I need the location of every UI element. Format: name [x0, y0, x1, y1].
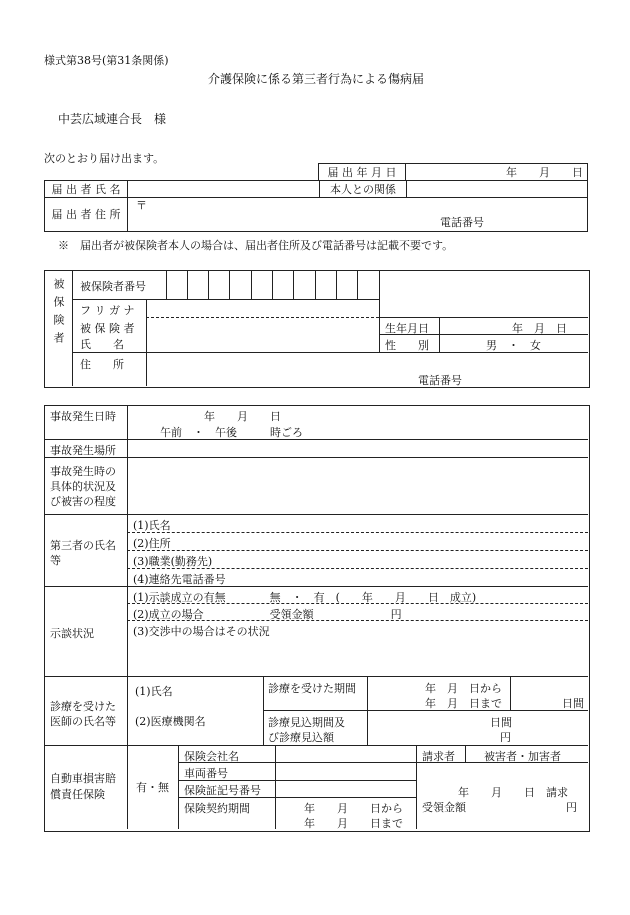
insured-address-label: 住 所	[80, 358, 124, 371]
form-title: 介護保険に係る第三者行為による傷病届	[208, 72, 425, 86]
tp-address[interactable]: (2)住所	[133, 537, 171, 550]
period-days[interactable]: 日間	[562, 697, 584, 710]
intro-text: 次のとおり届け出ます。	[44, 152, 165, 165]
insured-phone-label: 電話番号	[418, 374, 462, 387]
received-label: 受領金額	[422, 801, 466, 814]
plate-field[interactable]	[279, 763, 413, 779]
third-party-label-2: 等	[50, 554, 61, 567]
settle-amount[interactable]: (2)成立の場合 受領金額 円	[133, 608, 402, 621]
situation-label-3: び被害の程度	[50, 495, 116, 508]
insured-side-label: 被保険者	[52, 278, 65, 350]
postal-mark: 〒	[136, 199, 147, 212]
company-label: 保険会社名	[184, 750, 239, 763]
tp-name[interactable]: (1)氏名	[133, 519, 171, 532]
period-to[interactable]: 年 月 日まで	[425, 697, 502, 710]
birth-field[interactable]: 年 月 日	[512, 322, 567, 335]
contract-to[interactable]: 年 月 日まで	[304, 817, 403, 830]
submitter-phone-label: 電話番号	[440, 216, 484, 229]
auto-label-1: 自動車損害賠	[50, 772, 116, 785]
submitter-note: ※ 届出者が被保険者本人の場合は、届出者住所及び電話番号は記載不要です。	[58, 239, 454, 252]
settle-negotiation[interactable]: (3)交渉中の場合はその状況	[133, 625, 270, 638]
settle-label: 示談状況	[50, 627, 94, 640]
submitter-address-field[interactable]	[128, 198, 588, 232]
cert-label: 保険証記号番号	[184, 784, 261, 797]
plate-label: 車両番号	[184, 767, 228, 780]
place-field[interactable]	[131, 440, 583, 456]
tp-occupation[interactable]: (3)職業(勤務先)	[133, 555, 213, 568]
insured-number-label: 被保険者番号	[80, 280, 146, 293]
contract-from[interactable]: 年 月 日から	[304, 802, 403, 815]
submitter-name-label: 届 出 者 氏 名	[45, 181, 128, 198]
claimant-label: 請求者	[422, 750, 455, 763]
furigana-field[interactable]	[150, 300, 376, 316]
submitter-table	[318, 163, 588, 181]
settle-status[interactable]: (1)示談成立の有無 無 ・ 有 ( 年 月 日 成立)	[133, 591, 477, 604]
cert-field[interactable]	[279, 781, 413, 796]
form-number: 様式第38号(第31条関係)	[44, 54, 169, 67]
auto-yes-no[interactable]: 有・無	[136, 781, 169, 794]
expect-label-2: び診療見込額	[268, 731, 334, 744]
company-field[interactable]	[279, 746, 413, 761]
datetime-label: 事故発生日時	[50, 410, 116, 423]
expect-yen[interactable]: 円	[500, 731, 511, 744]
situation-label-2: 具体的状況及	[50, 480, 116, 493]
insured-address-field[interactable]	[150, 354, 580, 384]
place-label: 事故発生場所	[50, 444, 116, 457]
contract-label: 保険契約期間	[184, 802, 250, 815]
doctor-label-1: 診療を受けた	[50, 700, 116, 713]
situation-field[interactable]	[131, 459, 583, 513]
submitter-name-field[interactable]	[128, 181, 320, 198]
claim-date[interactable]: 年 月 日 請求	[458, 786, 568, 799]
period-label: 診療を受けた期間	[268, 682, 356, 695]
relation-field[interactable]	[407, 181, 588, 198]
insured-name-label-1: 被 保 険 者	[80, 322, 135, 335]
tp-phone[interactable]: (4)連絡先電話番号	[133, 573, 226, 586]
doctor-org[interactable]: (2)医療機関名	[135, 715, 206, 728]
expect-label-1: 診療見込期間及	[268, 716, 345, 729]
insured-name-label-2: 氏 名	[80, 338, 124, 351]
insured-name-field[interactable]	[150, 318, 376, 351]
furigana-label: フ リ ガ ナ	[80, 304, 135, 317]
sex-field[interactable]: 男 ・ 女	[486, 339, 541, 352]
addressee: 中芸広域連合長 様	[58, 112, 167, 126]
submitter-main-table	[44, 180, 588, 232]
claimant-field[interactable]: 被害者・加害者	[484, 750, 561, 763]
insured-number-boxes[interactable]	[166, 270, 379, 299]
third-party-label-1: 第三者の氏名	[50, 539, 116, 552]
doctor-label-2: 医師の氏名等	[50, 715, 116, 728]
expect-days[interactable]: 日間	[490, 716, 512, 729]
datetime-time[interactable]: 午前 ・ 午後 時ごろ	[160, 426, 303, 439]
situation-label-1: 事故発生時の	[50, 465, 116, 478]
received-yen[interactable]: 円	[566, 801, 577, 814]
auto-label-2: 償責任保険	[50, 788, 105, 801]
doctor-name[interactable]: (1)氏名	[135, 685, 173, 698]
period-from[interactable]: 年 月 日から	[425, 682, 502, 695]
submitter-address-label: 届 出 者 住 所	[45, 198, 128, 232]
submit-date-field[interactable]: 年 月 日	[406, 164, 588, 181]
submit-date-label: 届 出 年 月 日	[319, 164, 406, 181]
relation-label: 本人との関係	[320, 181, 407, 198]
sex-label: 性 別	[385, 339, 429, 352]
birth-label: 生年月日	[385, 322, 429, 335]
datetime-date[interactable]: 年 月 日	[204, 410, 281, 423]
